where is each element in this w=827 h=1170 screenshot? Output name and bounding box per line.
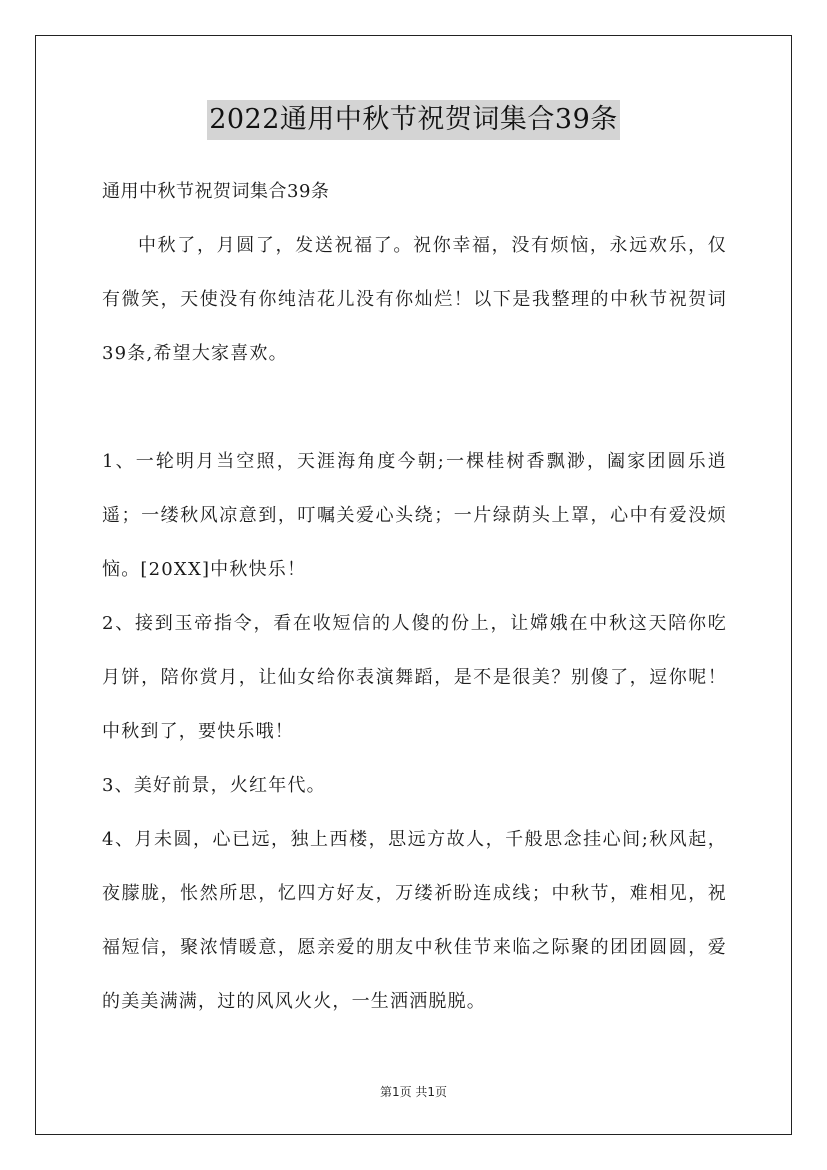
paragraph-spacer xyxy=(102,381,727,435)
list-item-4: 4、月未圆，心已远，独上西楼，思远方故人，千般思念挂心间;秋风起，夜朦胧，怅然所思，忆四方好友，万缕祈盼连成线；中秋节，难相见，祝福短信，聚浓情暖意，愿亲爱的朋友中秋佳节来临之际聚的团团圆圆，爱的美美满满，过的风风火火，一生洒洒脱脱。 xyxy=(102,829,727,1012)
page-footer: 第1页 共1页 xyxy=(379,1085,448,1099)
document-subtitle: 通用中秋节祝贺词集合39条 xyxy=(102,181,330,202)
list-item-2: 2、接到玉帝指令，看在收短信的人傻的份上，让嫦娥在中秋这天陪你吃月饼，陪你赏月，让仙女给你表演舞蹈，是不是很美？别傻了，逗你呢！中秋到了，要快乐哦！ xyxy=(102,613,727,742)
document-body xyxy=(102,165,727,1029)
intro-paragraph: 中秋了，月圆了，发送祝福了。祝你幸福，没有烦恼，永远欢乐，仅有微笑，天使没有你纯洁花儿没有你灿烂！以下是我整理的中秋节祝贺词39条,希望大家喜欢。 xyxy=(102,235,727,364)
list-item-3: 3、美好前景，火红年代。 xyxy=(102,775,326,796)
title-container xyxy=(0,100,827,140)
document-title: 2022通用中秋节祝贺词集合39条 xyxy=(207,100,620,140)
list-item-1: 1、一轮明月当空照，天涯海角度今朝;一棵桂树香飘渺，阖家团圆乐逍遥；一缕秋风凉意到，叮嘱关爱心头绕；一片绿荫头上罩，心中有爱没烦恼。[20XX]中秋快乐！ xyxy=(102,451,727,580)
